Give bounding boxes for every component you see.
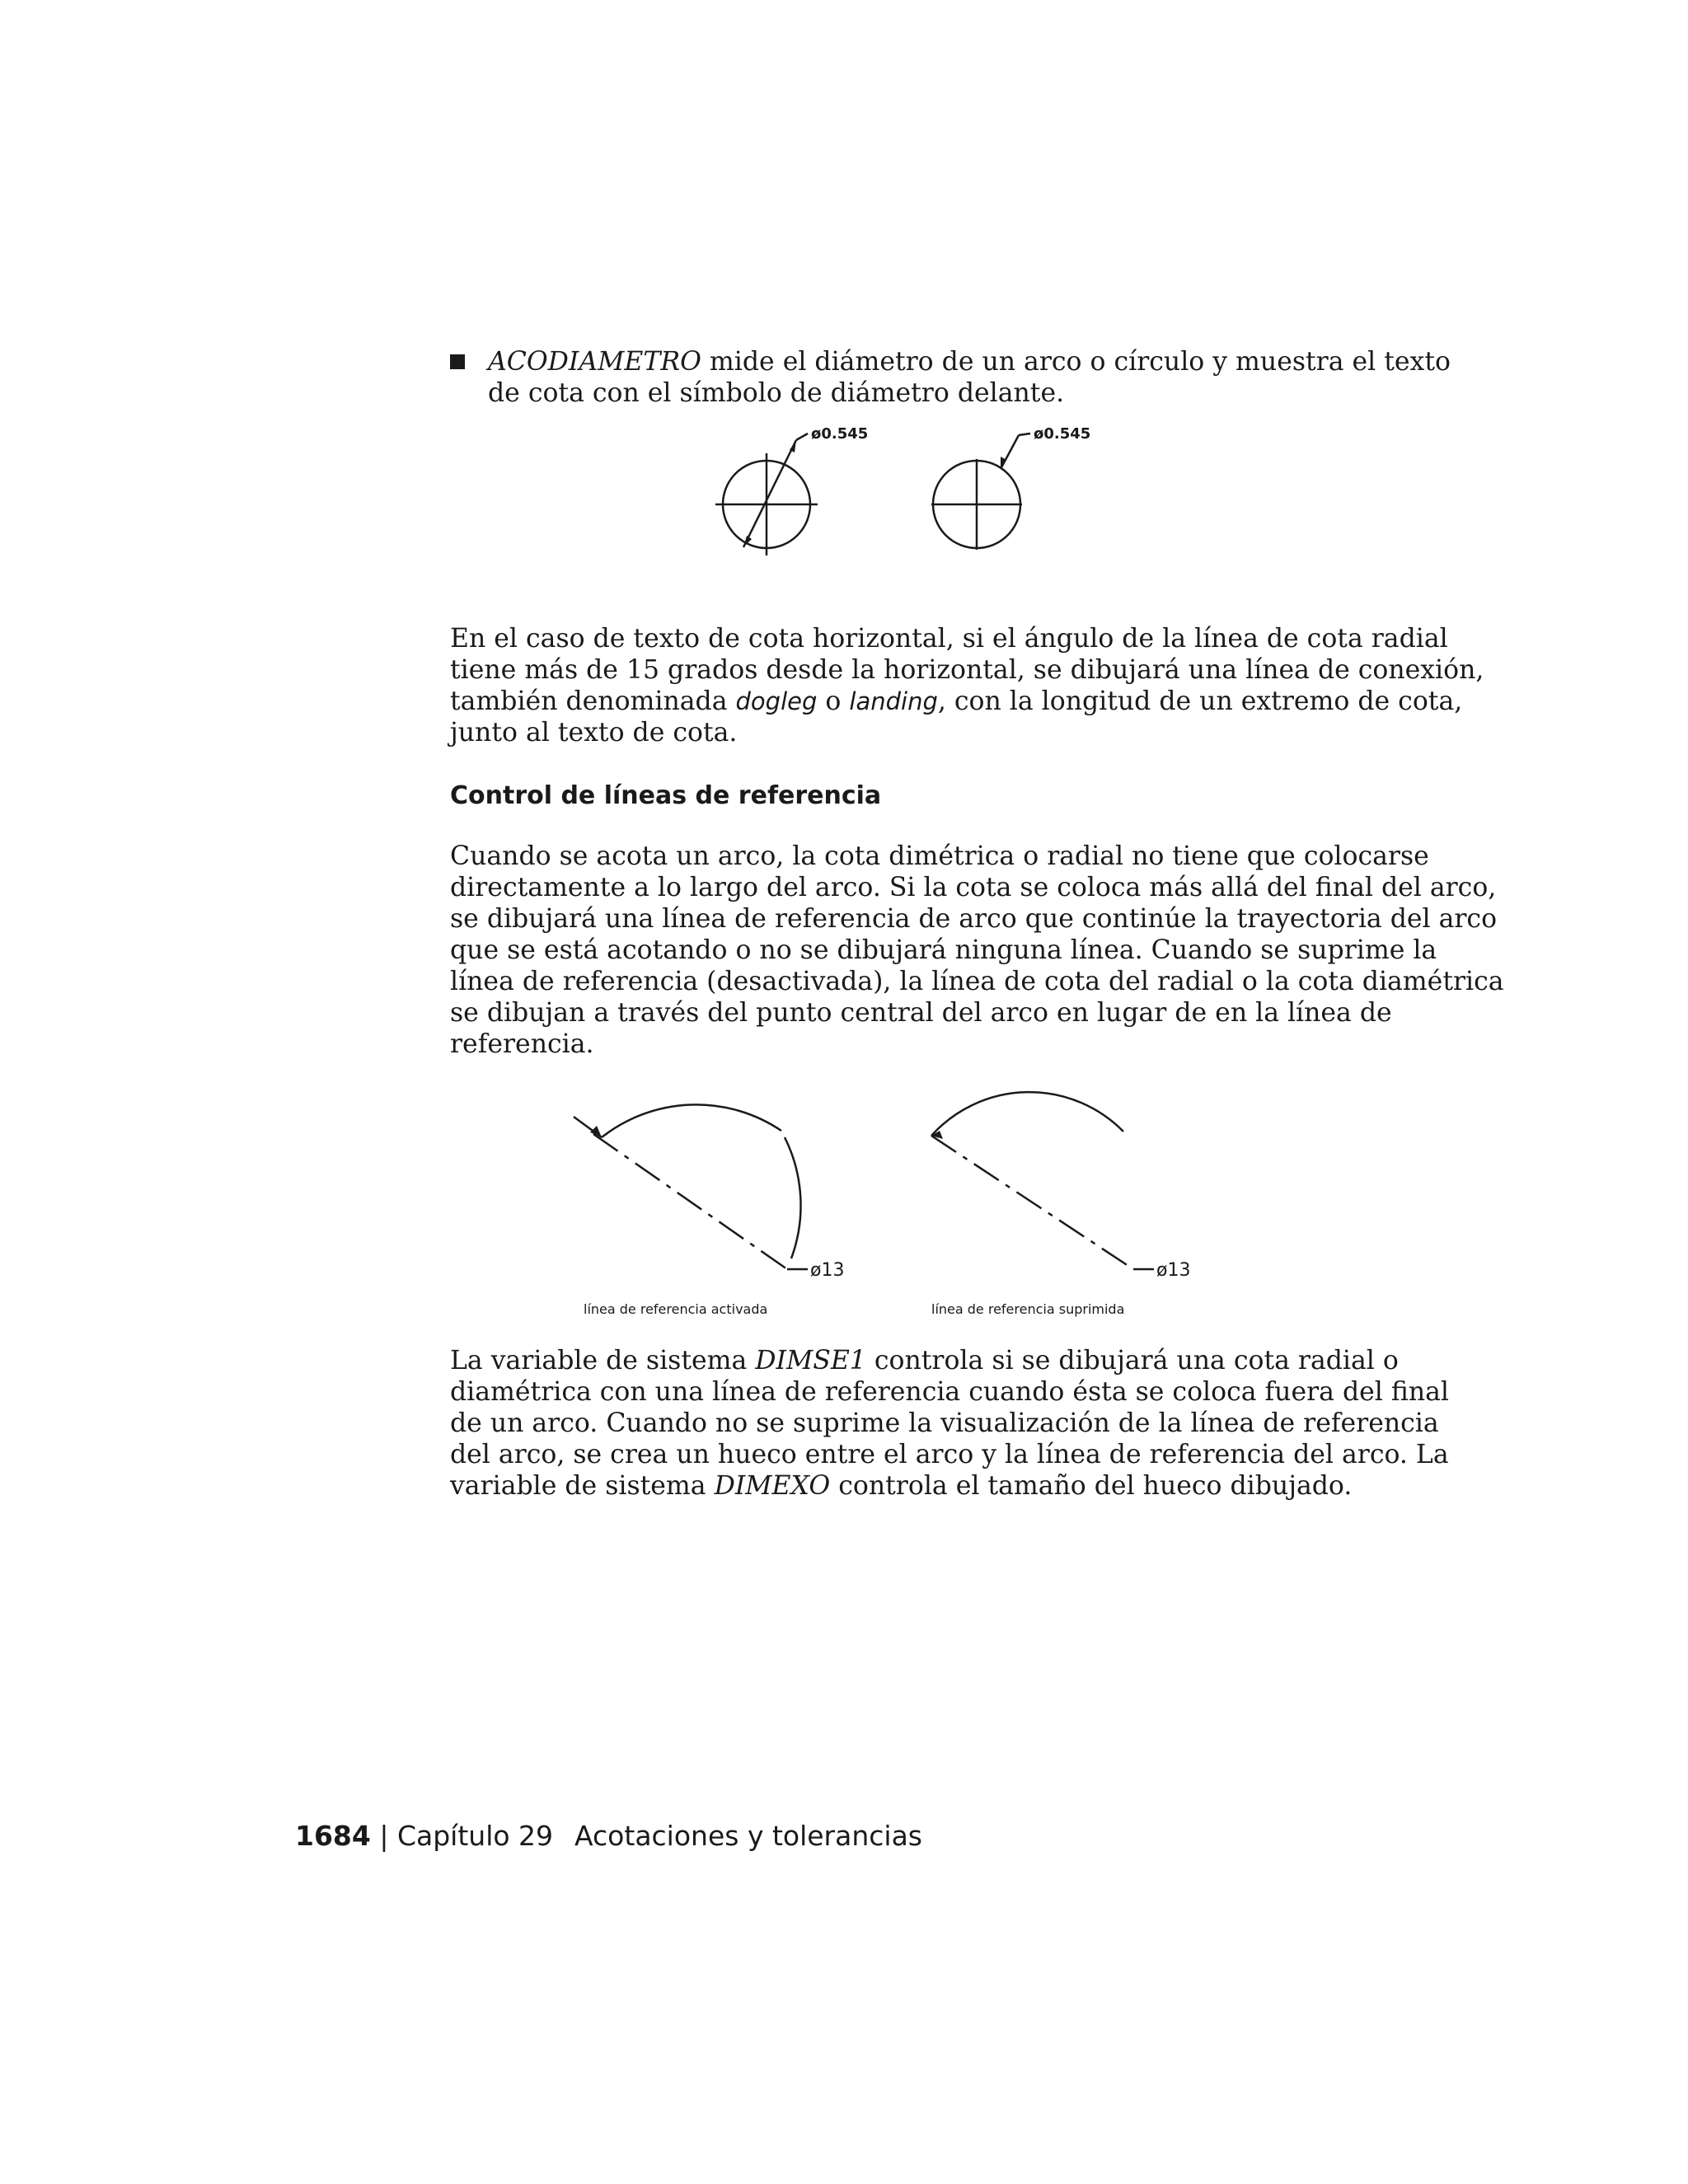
dim-label-right-13: ø13 [1156, 1260, 1191, 1281]
left-arc [602, 1104, 781, 1137]
chapter-label: Capítulo 29 [396, 1820, 554, 1852]
bullet-text: ACODIAMETRO mide el diámetro de un arco o círculo y muestra el texto de cota con el símbolo de diámetro delante. [488, 347, 1451, 408]
paragraph-dogleg: En el caso de texto de cota horizontal, si el ángulo de la línea de cota radial tiene más de 15 grados desde la horizontal, se dibujará una línea de conexión, también denominada dogleg o landing, con la longitud de un extremo de cota, junto al texto de cota. [450, 624, 1484, 748]
term-dimse1: DIMSE1 [755, 1346, 866, 1376]
arc-extension-figure [560, 1071, 1220, 1327]
right-arc [931, 1092, 1123, 1136]
paragraph-dimse1: La variable de sistema DIMSE1 controla si se dibujará una cota radial o diamétrica con una línea de referencia cuando ésta se coloca fuera del final de un arco. Cuando no se suprime la visualización de la línea de referencia del arco, se crea un hueco entre el arco y la línea de referencia del arco. La variable de sistema DIMEXO controla el tamaño del hueco dibujado. [450, 1346, 1449, 1501]
dim-label-left: ø0.545 [811, 425, 869, 443]
left-dim-leader [796, 434, 808, 440]
dim-label-left-13: ø13 [810, 1260, 845, 1281]
right-dim-leader [1019, 434, 1030, 435]
left-diameter-line [743, 440, 796, 547]
left-dimension-line [593, 1134, 787, 1269]
right-dimension-line [931, 1136, 1133, 1269]
diameter-figure [709, 422, 1104, 562]
term-dogleg: dogleg [735, 687, 818, 715]
caption-left: línea de referencia activada [584, 1301, 768, 1317]
chapter-title: Acotaciones y tolerancias [574, 1820, 922, 1852]
section-heading: Control de líneas de referencia [450, 781, 882, 810]
paragraph-reference-lines: Cuando se acota un arco, la cota dimétrica o radial no tiene que colocarse directamente a lo largo del arco. Si la cota se coloca más allá del final del arco, se dibujará una línea de referencia de arco que continúe la trayectoria del arco que se está acotando o no se dibujará ninguna línea. Cuando se suprime la línea de referencia (desactivada), la línea de cota del radial o la cota diamétrica se dibujan a través del punto central del arco en lugar de en la línea de referencia. [450, 841, 1504, 1059]
page-footer: 1684 | Capítulo 29 Acotaciones y tolerancias [295, 1820, 922, 1852]
term-acodiametro: ACODIAMETRO [488, 347, 701, 377]
left-arc-extension [785, 1137, 801, 1258]
term-landing: landing [849, 687, 938, 715]
term-dimexo: DIMEXO [714, 1471, 831, 1501]
page-number: 1684 [295, 1820, 371, 1852]
dim-label-right: ø0.545 [1034, 425, 1091, 443]
bullet-square-icon [450, 354, 465, 369]
caption-right: línea de referencia suprimida [931, 1301, 1125, 1317]
